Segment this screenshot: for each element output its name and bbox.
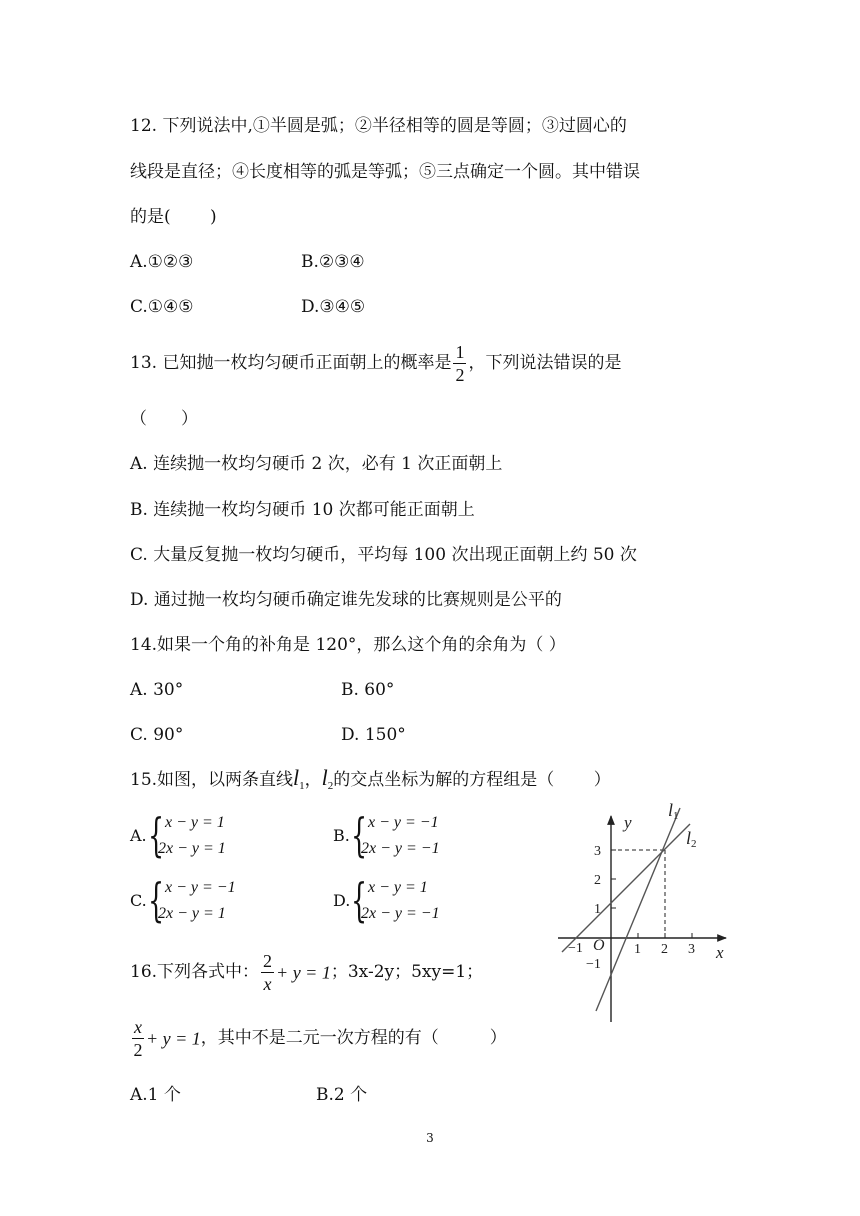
q12-option-d: D.③④⑤ (301, 297, 366, 317)
y-tick-label-1: 1 (594, 902, 601, 917)
y-tick-label-2: 2 (594, 873, 601, 888)
q15-option-c-brace: { (148, 873, 165, 927)
q13-fraction (453, 343, 466, 384)
q15-option-b-label: B. (333, 826, 350, 845)
q16-fraction-2 (132, 1018, 144, 1059)
q13-option-d: D. 通过抛一枚均匀硬币确定谁先发球的比赛规则是公平的 (130, 590, 562, 610)
q15-option-c-label: C. (130, 891, 147, 910)
q12-line-1: 12. 下列说法中,①半圆是弧；②半径相等的圆是等圆；③过圆心的 (130, 116, 627, 136)
q15-l2-letter: l (321, 765, 328, 790)
q16-fraction-2-den: 2 (133, 1040, 143, 1060)
q15-text-pre: 15.如图，以两条直线 (130, 770, 294, 790)
q12-option-a: A.①②③ (130, 252, 194, 272)
q14-option-c: C. 90° (130, 725, 184, 745)
q13-line-2: （ ） (130, 409, 198, 429)
y-tick-label-3: 3 (594, 844, 601, 859)
q15-option-a-label: A. (130, 826, 147, 845)
q15-option-b-brace: { (351, 808, 368, 862)
q13-option-c: C. 大量反复抛一枚均匀硬币，平均每 100 次出现正面朝上约 50 次 (130, 545, 637, 565)
q16-text-mid: ；3x-2y；5xy=1； (330, 962, 484, 982)
q16-line-2 (130, 1018, 507, 1059)
q15-l1-letter: l (293, 765, 300, 790)
q14-line-1: 14.如果一个角的补角是 120°，那么这个角的余角为（ ） (130, 635, 566, 655)
q15-option-d-eq1: x − y = 1 (368, 879, 428, 896)
q15-l2 (322, 765, 334, 790)
q15-option-c-eq1: x − y = −1 (165, 879, 236, 896)
q14-option-d: D. 150° (341, 725, 406, 745)
q15-option-d-label: D. (333, 891, 351, 910)
q16-option-a: A.1 个 (130, 1085, 181, 1105)
q16-text-post: ，其中不是二元一次方程的有（ ） (200, 1028, 507, 1048)
q15-text-post: 的交点坐标为解的方程组是（ ） (333, 770, 611, 790)
line-l1-label-sub: 1 (673, 810, 679, 822)
q13-option-a: A. 连续抛一枚均匀硬币 2 次，必有 1 次正面朝上 (130, 454, 503, 474)
q15-option-a-eq1: x − y = 1 (165, 814, 225, 831)
x-axis-label: x (716, 943, 724, 962)
q16-fraction-2-post: + y = 1 (146, 1028, 201, 1049)
q15-option-b-eq1: x − y = −1 (368, 814, 439, 831)
line-l2 (562, 824, 690, 952)
q15-l1 (293, 765, 305, 790)
q12-line-3: 的是( ) (130, 207, 217, 227)
page-number: 3 (426, 1131, 434, 1145)
q15-option-a-brace: { (148, 808, 165, 862)
q15-option-b-eq2: 2x − y = −1 (361, 840, 440, 857)
q16-fraction-1-post: + y = 1 (276, 962, 331, 983)
q12-option-b: B.②③④ (301, 252, 365, 272)
q12-line-2: 线段是直径；④长度相等的弧是等弧；⑤三点确定一个圆。其中错误 (130, 162, 640, 182)
q15-separator: ， (304, 770, 322, 790)
y-tick-label-neg1: −1 (586, 957, 601, 972)
q13-fraction-den: 2 (455, 365, 465, 385)
q14-option-a: A. 30° (130, 680, 184, 700)
line-l2-label-sub: 2 (691, 838, 697, 850)
line-l1-label (668, 800, 679, 822)
q12-option-c: C.①④⑤ (130, 297, 194, 317)
q13-line-1 (130, 343, 621, 384)
q15-option-c-eq2: 2x − y = 1 (158, 905, 226, 922)
origin-label: O (593, 937, 605, 954)
line-l2-label (686, 828, 697, 850)
q15-option-d-brace: { (351, 873, 368, 927)
x-tick-label-1: 1 (634, 942, 641, 957)
line-l2-label-letter: l (686, 828, 692, 848)
q15-option-a-eq2: 2x − y = 1 (158, 840, 226, 857)
q16-fraction-2-num: x (134, 1017, 142, 1037)
q16-fraction-1 (261, 952, 274, 993)
q15-line-1 (130, 767, 611, 792)
q13-option-b: B. 连续抛一枚均匀硬币 10 次都可能正面朝上 (130, 500, 475, 520)
x-tick-label-3: 3 (688, 942, 695, 957)
x-tick-label-neg1: −1 (568, 941, 583, 956)
y-axis-label: y (624, 813, 632, 832)
q14-option-b: B. 60° (341, 680, 395, 700)
q13-fraction-num: 1 (455, 342, 465, 362)
q16-fraction-1-num: 2 (263, 951, 273, 971)
x-tick-label-2: 2 (661, 942, 668, 957)
line-l1 (596, 808, 680, 1011)
q15-coordinate-graph (556, 800, 756, 1025)
q15-option-d-eq2: 2x − y = −1 (361, 905, 440, 922)
line-l1-label-letter: l (668, 800, 674, 820)
q16-fraction-1-den: x (263, 974, 272, 994)
q16-option-b: B.2 个 (316, 1085, 368, 1105)
q16-line-1 (130, 952, 483, 993)
q13-text-post: ，下列说法错误的是 (468, 353, 622, 373)
q15-l1-sub: 1 (299, 780, 305, 792)
q16-text-pre: 16.下列各式中： (130, 962, 260, 982)
q13-text-pre: 13. 已知抛一枚均匀硬币正面朝上的概率是 (130, 353, 452, 373)
q15-l2-sub: 2 (327, 780, 334, 792)
